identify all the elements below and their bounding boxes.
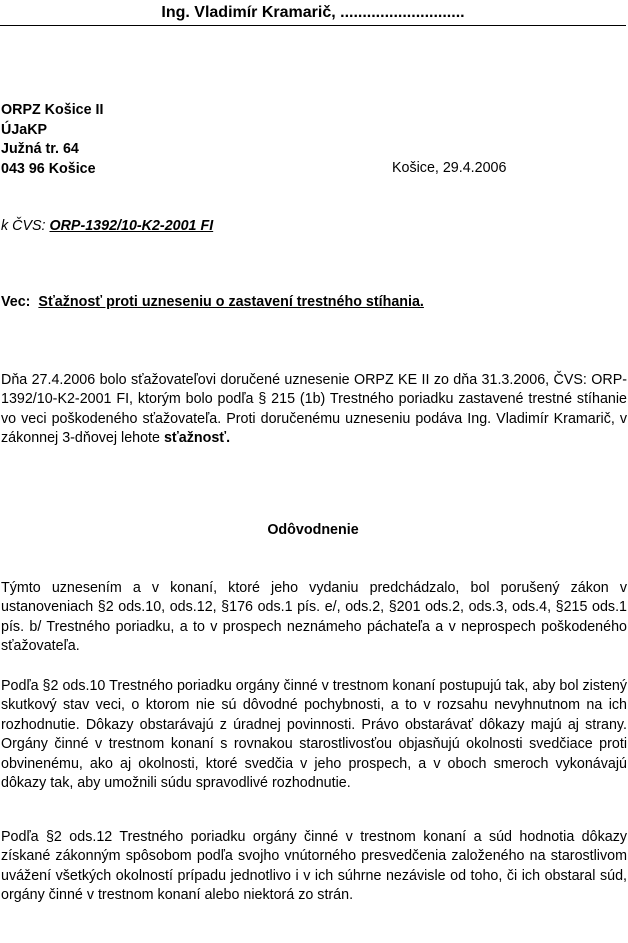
recipient-line-2: ÚJaKP xyxy=(1,121,48,138)
paragraph-3: Podľa §2 ods.12 Trestného poriadku orgány činné v trestnom konaní a súd hodnotia dôkazy získané zákonným spôsobom podľa svojho vnútorného presvedčenia založeného na starostlivom uvážení všetkých okolností prípadu jednotlivo i v ich súhrne nezávisle od toho, či ich obstaral súd, orgány činné v trestnom konaní alebo niektorá zo strán. xyxy=(1,829,627,904)
paragraph-1: Týmto uznesením a v konaní, ktoré jeho vydaniu predchádzalo, bol porušený zákon v ustanoveniach §2 ods.10, ods.12, §176 ods.1 pís. e/, ods.2, §201 ods.2, ods.3, ods.4, §215 ods.1 pís. b/ Trestného poriadku, a to v prospech neznámeho páchateľa a v neprospech poškodeného sťažovateľa. xyxy=(1,580,627,655)
subject-text: Sťažnosť proti uzneseniu o zastavení trestného stíhania. xyxy=(38,294,424,310)
paragraph-2: Podľa §2 ods.10 Trestného poriadku orgány činné v trestnom konaní postupujú tak, aby bol zistený skutkový stav veci, o ktorom nie sú dôvodné pochybnosti, a to v rozsahu nevyhnutnom na ich rozhodnutie. Dôkazy obstarávajú z úradnej povinnosti. Právo obstarávať dôkazy majú aj strany. Orgány činné v trestnom konaní s rovnakou starostlivosťou objasňujú okolnosti svedčiace proti obvinenému, ako aj okolnosti, ktoré svedčia v jeho prospech, a v oboch smeroch vykonávajú dôkazy tak, aby umožnili súdu spravodlivé rozhodnutie. xyxy=(1,678,627,792)
document-date: Košice, 29.4.2006 xyxy=(392,160,507,176)
intro-bold-end: sťažnosť. xyxy=(163,430,231,447)
recipient-line-4: 043 96 Košice xyxy=(1,160,96,177)
recipient-address xyxy=(1,101,104,179)
section-heading: Odôvodnenie xyxy=(267,522,359,538)
subject-label: Vec: xyxy=(1,294,31,310)
intro-text: Dňa 27.4.2006 bolo sťažovateľovi doručené uznesenie ORPZ KE II zo dňa 31.3.2006, ČVS: ORP-1392/10-K2-2001 FI, ktorým bolo podľa § 215 (1b) Trestného poriadku zastavené trestné stíhanie vo veci poškodeného sťažovateľa. Proti doručenému uzneseniu podáva Ing. Vladimír Kramarič, v zákonnej 3-dňovej lehote xyxy=(1,372,627,447)
recipient-line-3: Južná tr. 64 xyxy=(1,141,79,157)
sender-name: Ing. Vladimír Kramarič, ............................ xyxy=(161,4,465,21)
sender-header xyxy=(0,0,626,26)
intro-paragraph xyxy=(1,371,627,449)
recipient-line-1: ORPZ Košice II xyxy=(1,102,104,118)
reference-prefix: k ČVS: xyxy=(1,218,50,234)
case-reference xyxy=(1,217,213,236)
reference-number: ORP-1392/10-K2-2001 FI xyxy=(49,218,214,234)
subject-line xyxy=(1,293,424,312)
